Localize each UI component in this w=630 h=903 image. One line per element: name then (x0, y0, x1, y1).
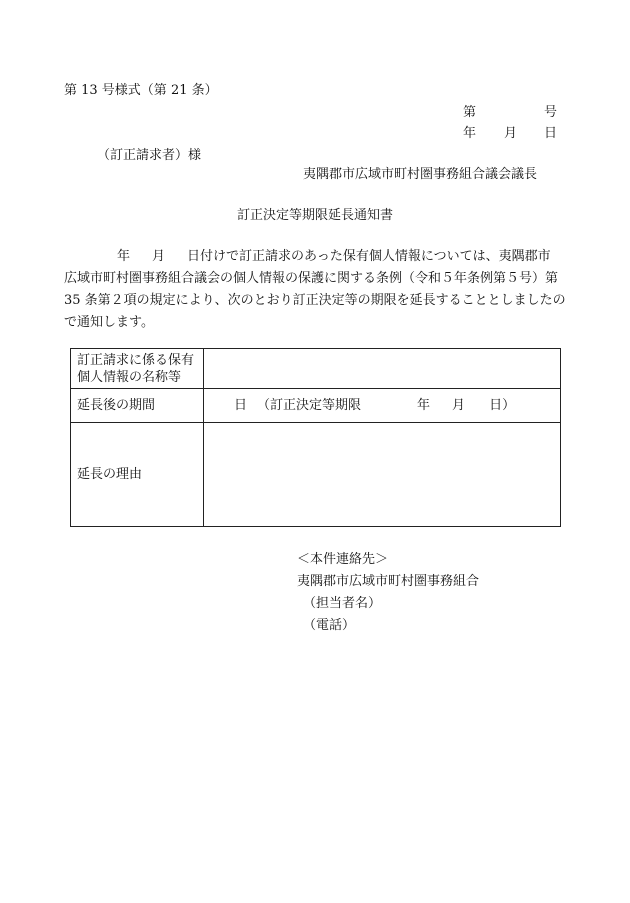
document-number-label: 第 (463, 105, 477, 120)
information-name-label-line-1: 訂正請求に係る保有 (77, 352, 195, 368)
body-line-2: 広域市町村圏事務組合議会の個人情報の保護に関する条例（令和５年条例第５号）第 (64, 271, 559, 286)
information-name-label-line-2: 個人情報の名称等 (77, 369, 182, 385)
contact-person: （担当者名） (303, 596, 382, 611)
extension-reason-value (204, 423, 561, 527)
date-year-label: 年 (463, 126, 477, 141)
table-row-information-name (71, 349, 561, 389)
extended-period-value (204, 389, 561, 423)
information-name-label (71, 349, 204, 389)
extended-period-label: 延長後の期間 (71, 389, 204, 423)
document-number-unit: 号 (544, 105, 558, 120)
information-name-value (204, 349, 561, 389)
date-day-label: 日 (544, 126, 558, 141)
body-line-1-text: 日付けで訂正請求のあった保有個人情報については、夷隅郡市 (187, 249, 551, 264)
contact-phone: （電話） (303, 618, 356, 633)
body-year-label: 年 (117, 249, 131, 264)
body-month-label: 月 (152, 249, 166, 264)
deadline-month-label: 月 (452, 398, 466, 413)
recipient: （訂正請求者）様 (97, 148, 202, 163)
info-table (70, 348, 561, 527)
table-row-extension-reason (71, 423, 561, 527)
form-number: 第 13 号様式（第 21 条） (64, 83, 218, 98)
body-line-4: で通知します。 (64, 315, 154, 330)
contact-organization: 夷隅郡市広域市町村圏事務組合 (297, 574, 480, 589)
document-title: 訂正決定等期限延長通知書 (236, 208, 393, 223)
deadline-year-label: 年 (417, 398, 431, 413)
body-line-1 (64, 246, 569, 268)
deadline-label: （訂正決定等期限 (257, 398, 362, 413)
body-paragraph (64, 246, 569, 334)
body-line-3: 35 条第２項の規定により、次のとおり訂正決定等の期限を延長することとしましたの (64, 293, 566, 308)
table-row-extended-period (71, 389, 561, 423)
sender: 夷隅郡市広域市町村圏事務組合議会議長 (303, 167, 538, 182)
period-day-label: 日 (234, 398, 248, 413)
contact-block (297, 549, 479, 637)
extension-reason-label: 延長の理由 (71, 423, 204, 527)
date-month-label: 月 (504, 126, 518, 141)
deadline-day-label: 日） (489, 398, 516, 413)
contact-heading: ＜本件連絡先＞ (297, 552, 389, 567)
